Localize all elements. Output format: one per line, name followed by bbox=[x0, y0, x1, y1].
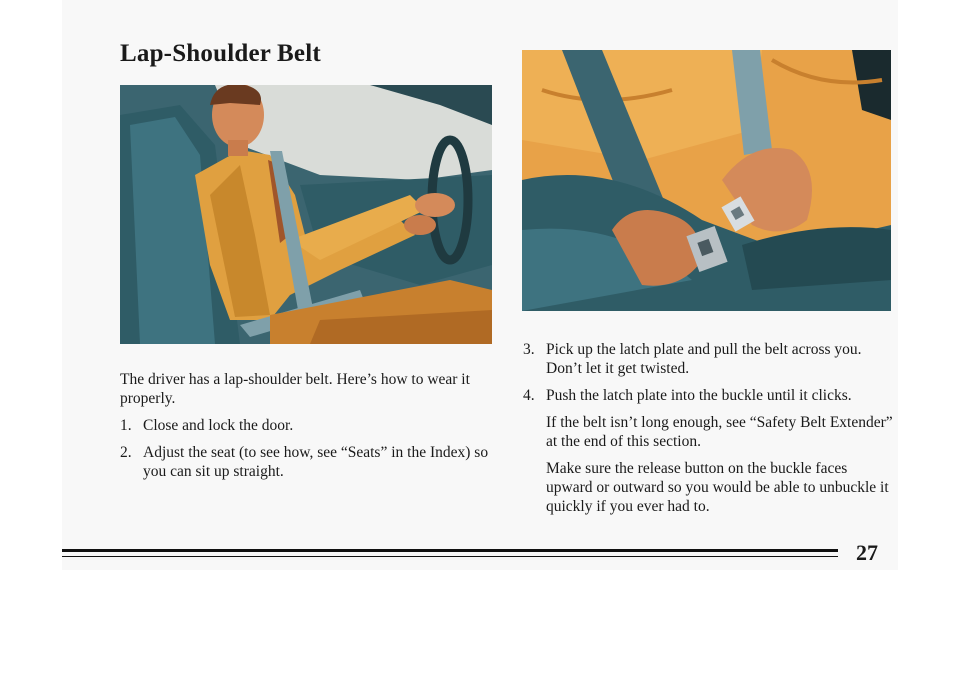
intro-paragraph: The driver has a lap-shoulder belt. Here’s how to wear it properly. bbox=[120, 371, 470, 407]
step-text: Close and lock the door. bbox=[143, 417, 294, 434]
step-number: 4. bbox=[523, 387, 535, 404]
footer-rule-thick bbox=[62, 549, 838, 552]
release-button-note: Make sure the release button on the buckle faces upward or outward so you would be able to unbuckle it quickly if you ever had to. bbox=[546, 460, 889, 515]
left-text-column bbox=[120, 370, 495, 489]
driver-illustration bbox=[120, 85, 492, 344]
belt-extender-note: If the belt isn’t long enough, see “Safety Belt Extender” at the end of this section. bbox=[546, 414, 893, 450]
footer-rule-thin bbox=[62, 556, 838, 557]
buckle-illustration bbox=[522, 50, 891, 311]
step-number: 3. bbox=[523, 341, 535, 358]
right-text-column bbox=[523, 340, 893, 524]
step-text: Adjust the seat (to see how, see “Seats” in the Index) so you can sit up straight. bbox=[143, 444, 489, 480]
driver-illustration-svg bbox=[120, 85, 492, 344]
step-4 bbox=[523, 386, 893, 405]
page-title: Lap-Shoulder Belt bbox=[120, 40, 321, 67]
step-3 bbox=[523, 340, 893, 378]
page-number: 27 bbox=[856, 540, 878, 565]
step-text: Pick up the latch plate and pull the belt across you. Don’t let it get twisted. bbox=[546, 341, 862, 377]
buckle-illustration-svg bbox=[522, 50, 891, 311]
step-number: 1. bbox=[120, 417, 132, 434]
step-text: Push the latch plate into the buckle until it clicks. bbox=[546, 387, 852, 404]
step-1 bbox=[120, 416, 495, 435]
step-2 bbox=[120, 443, 495, 481]
step-number: 2. bbox=[120, 444, 132, 461]
